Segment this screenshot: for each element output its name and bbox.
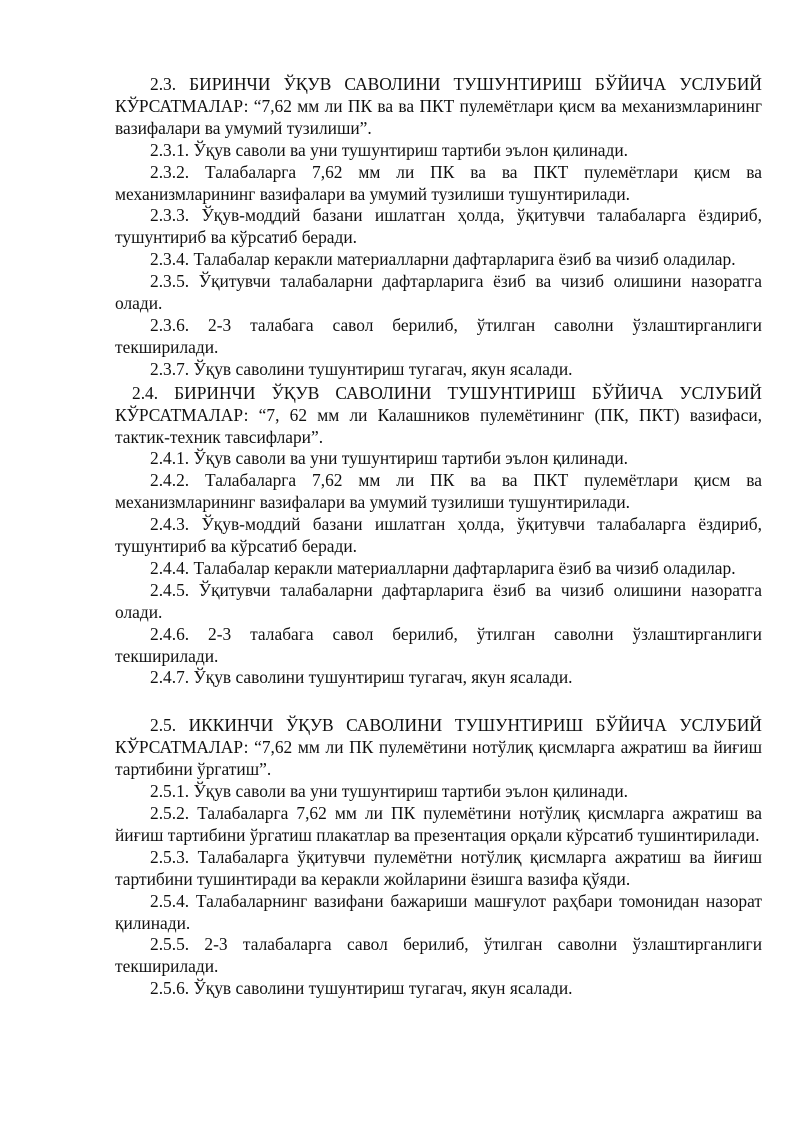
section-heading: 2.3. БИРИНЧИ ЎҚУВ САВОЛИНИ ТУШУНТИРИШ БЎЙИЧА УСЛУБИЙ КЎРСАТМАЛАР: “7,62 мм ли ПК ва ва ПКТ пулемётлари қисм ва механизмларининг вазифалари ва умумий тузилиши”. <box>115 74 762 138</box>
section-2-3 <box>115 74 762 381</box>
list-item: 2.3.7. Ўқув саволини тушунтириш тугагач, якун ясалади. <box>150 358 573 379</box>
list-item: 2.4.4. Талабалар керакли материалларни дафтарларига ёзиб ва чизиб оладилар. <box>150 557 736 578</box>
section-2-5 <box>115 715 762 1000</box>
list-item: 2.4.5. Ўқитувчи талабаларни дафтарларига ёзиб ва чизиб олишини назоратга олади. <box>115 579 762 622</box>
list-item: 2.4.7. Ўқув саволини тушунтириш тугагач, якун ясалади. <box>150 667 573 688</box>
list-item: 2.3.1. Ўқув саволи ва уни тушунтириш тартиби эълон қилинади. <box>150 139 629 160</box>
list-item: 2.4.6. 2-3 талабага савол берилиб, ўтилган саволни ўзлаштирганлиги текширилади. <box>115 623 762 666</box>
list-item: 2.3.6. 2-3 талабага савол берилиб, ўтилган саволни ўзлаштирганлиги текширилади. <box>115 314 762 357</box>
list-item: 2.5.3. Талабаларга ўқитувчи пулемётни нотўлиқ қисмларга ажратиш ва йиғиш тартибини тушинтиради ва керакли жойларини ёзишга вазифа қўяди. <box>115 846 762 889</box>
section-heading: 2.4. БИРИНЧИ ЎҚУВ САВОЛИНИ ТУШУНТИРИШ БЎЙИЧА УСЛУБИЙ КЎРСАТМАЛАР: “7, 62 мм ли Калашников пулемётининг (ПК, ПКТ) вазифаси, тактик-техник тавсифлари”. <box>115 382 762 447</box>
list-item: 2.3.3. Ўқув-моддий базани ишлатган ҳолда, ўқитувчи талабаларга ёздириб, тушунтириб ва кўрсатиб беради. <box>115 205 762 248</box>
section-2-4 <box>115 383 762 690</box>
list-item: 2.5.2. Талабаларга 7,62 мм ли ПК пулемётини нотўлиқ қисмларга ажратиш ва йиғиш тартибини ўргатиш плакатлар ва презентация орқали кўрсатиб тушинтирилади. <box>115 803 762 845</box>
list-item: 2.5.6. Ўқув саволини тушунтириш тугагач, якун ясалади. <box>150 978 573 999</box>
list-item: 2.3.4. Талабалар керакли материалларни дафтарларига ёзиб ва чизиб оладилар. <box>150 249 736 270</box>
list-item: 2.4.3. Ўқув-моддий базани ишлатган ҳолда, ўқитувчи талабаларга ёздириб, тушунтириб ва кўрсатиб беради. <box>115 514 762 557</box>
section-heading: 2.5. ИККИНЧИ ЎҚУВ САВОЛИНИ ТУШУНТИРИШ БЎЙИЧА УСЛУБИЙ КЎРСАТМАЛАР: “7,62 мм ли ПК пулемётини нотўлиқ қисмларга ажратиш ва йиғиш тартибини ўргатиш”. <box>115 715 762 780</box>
list-item: 2.4.1. Ўқув саволи ва уни тушунтириш тартиби эълон қилинади. <box>150 448 629 469</box>
list-item: 2.3.5. Ўқитувчи талабаларни дафтарларига ёзиб ва чизиб олишини назоратга олади. <box>115 271 762 314</box>
list-item: 2.5.4. Талабаларнинг вазифани бажариши машғулот раҳбари томонидан назорат қилинади. <box>115 890 762 933</box>
list-item: 2.3.2. Талабаларга 7,62 мм ли ПК ва ва ПКТ пулемётлари қисм ва механизмларининг вазифалари ва умумий тузилиши тушунтирилади. <box>115 161 762 204</box>
list-item: 2.5.1. Ўқув саволи ва уни тушунтириш тартиби эълон қилинади. <box>150 781 629 802</box>
list-item: 2.5.5. 2-3 талабаларга савол берилиб, ўтилган саволни ўзлаштирганлиги текширилади. <box>115 934 762 977</box>
list-item: 2.4.2. Талабаларга 7,62 мм ли ПК ва ва ПКТ пулемётлари қисм ва механизмларининг вазифалари ва умумий тузилиши тушунтирилади. <box>115 470 762 513</box>
